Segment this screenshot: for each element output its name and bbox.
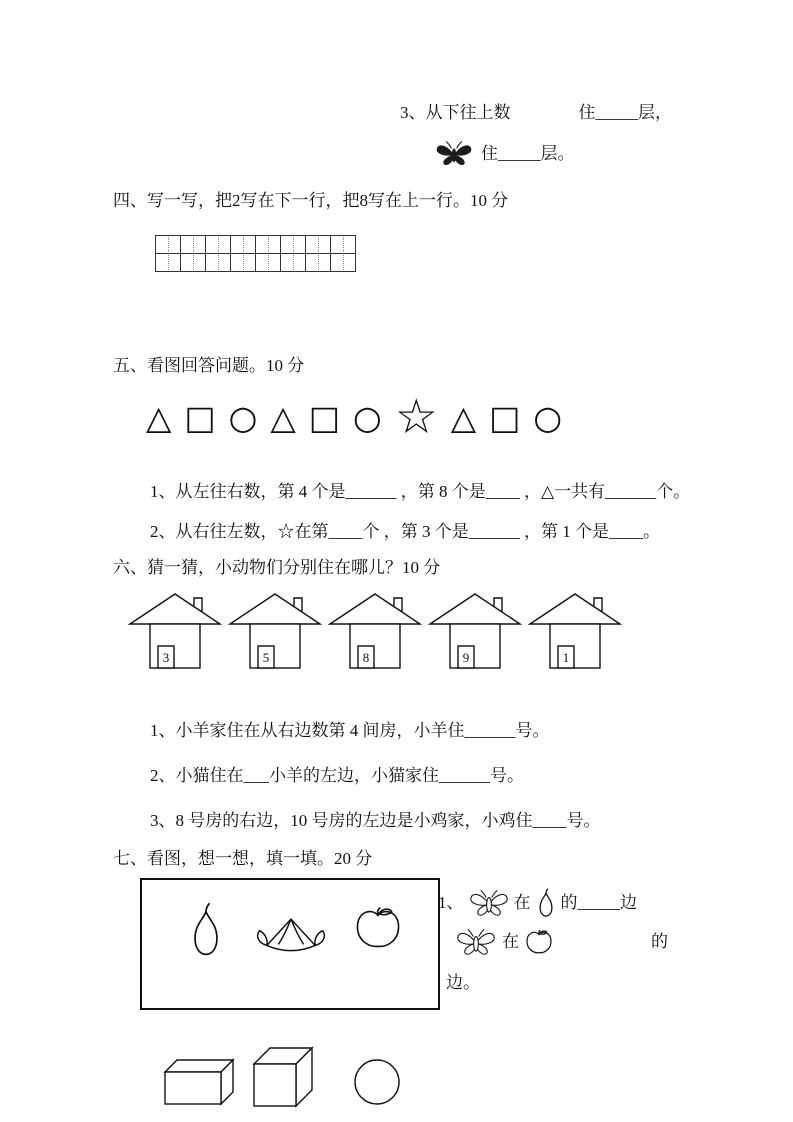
grid-cell [306, 236, 331, 254]
shapes-row [146, 389, 563, 445]
house-icon [428, 590, 522, 670]
q3-line2: 住_____层。 [481, 143, 575, 163]
circle-shape: ○ [533, 397, 563, 437]
house-number: 9 [462, 650, 470, 665]
houses-row [128, 590, 622, 670]
cube-icon [252, 1046, 314, 1108]
section-six-header: 六、猜一猜，小动物们分别住在哪儿？10 分 [113, 558, 441, 577]
grid-cell [256, 254, 281, 272]
circle-shape: ○ [228, 397, 258, 437]
grid-cell [181, 254, 206, 272]
grid-cell [156, 236, 181, 254]
square-shape: □ [184, 397, 216, 437]
q7-line1-tail: 的_____边 [560, 893, 637, 913]
house-number: 1 [562, 650, 570, 665]
five-q1: 1、从左往右数，第 4 个是______ ，第 8 个是____ ，△一共有______个。 [150, 482, 691, 501]
grid-cell [156, 254, 181, 272]
grid-cell [306, 254, 331, 272]
section-five-header: 五、看图回答问题。10 分 [113, 356, 305, 375]
grid-cell [231, 254, 256, 272]
six-q1: 1、小羊家住在从右边数第 4 间房，小羊住______号。 [150, 721, 550, 740]
q7-bian-label: 边。 [446, 973, 480, 992]
butterfly-icon [435, 140, 473, 167]
pear-icon [187, 902, 225, 958]
grid-cell [181, 236, 206, 254]
cuboid-icon [163, 1058, 237, 1106]
house-number: 3 [162, 650, 170, 665]
q3-line1: 3、从下往上数 住_____层， [400, 103, 672, 122]
pear-icon [536, 888, 556, 918]
section-seven-header: 七、看图，想一想，填一填。20 分 [113, 849, 373, 868]
square-shape: □ [308, 397, 340, 437]
grid-cell [281, 254, 306, 272]
q7-zai-label: 在 [513, 893, 531, 913]
circle-shape: ○ [352, 397, 382, 437]
grid-cell [231, 236, 256, 254]
triangle-shape: △ [450, 397, 477, 437]
grid-cell [281, 236, 306, 254]
circle-icon [352, 1057, 402, 1107]
grid-cell [206, 236, 231, 254]
apple-icon [354, 906, 402, 950]
square-shape: □ [489, 397, 521, 437]
six-q3: 3、8 号房的右边，10 号房的左边是小鸡家，小鸡住____号。 [150, 811, 601, 830]
house-icon [528, 590, 622, 670]
section-four-header: 四、写一写，把2写在下一行，把8写在上一行。10 分 [113, 191, 509, 210]
grid-cell [256, 236, 281, 254]
five-q2: 2、从右往左数，☆在第____个 ，第 3 个是______ ，第 1 个是____。 [150, 522, 660, 541]
star-shape: ☆ [394, 389, 438, 445]
house-number: 5 [262, 650, 270, 665]
hat-icon [254, 916, 328, 958]
triangle-shape: △ [270, 397, 296, 437]
house-number: 8 [362, 650, 370, 665]
butterfly-icon [469, 889, 509, 917]
grid-cell [331, 254, 356, 272]
fruit-box [140, 878, 440, 1010]
grid-cell [331, 236, 356, 254]
triangle-shape: △ [146, 397, 172, 437]
grid-cell [206, 254, 231, 272]
house-icon [328, 590, 422, 670]
q7-zai-label: 在 [502, 932, 519, 952]
apple-icon [525, 929, 553, 955]
house-icon [128, 590, 222, 670]
writing-grid [155, 235, 356, 272]
q7-number: 1、 [438, 893, 464, 913]
butterfly-icon [456, 928, 496, 956]
house-icon [228, 590, 322, 670]
six-q2: 2、小猫住在___小羊的左边，小猫家住______号。 [150, 766, 524, 785]
q7-de-label: 的 [651, 932, 668, 952]
